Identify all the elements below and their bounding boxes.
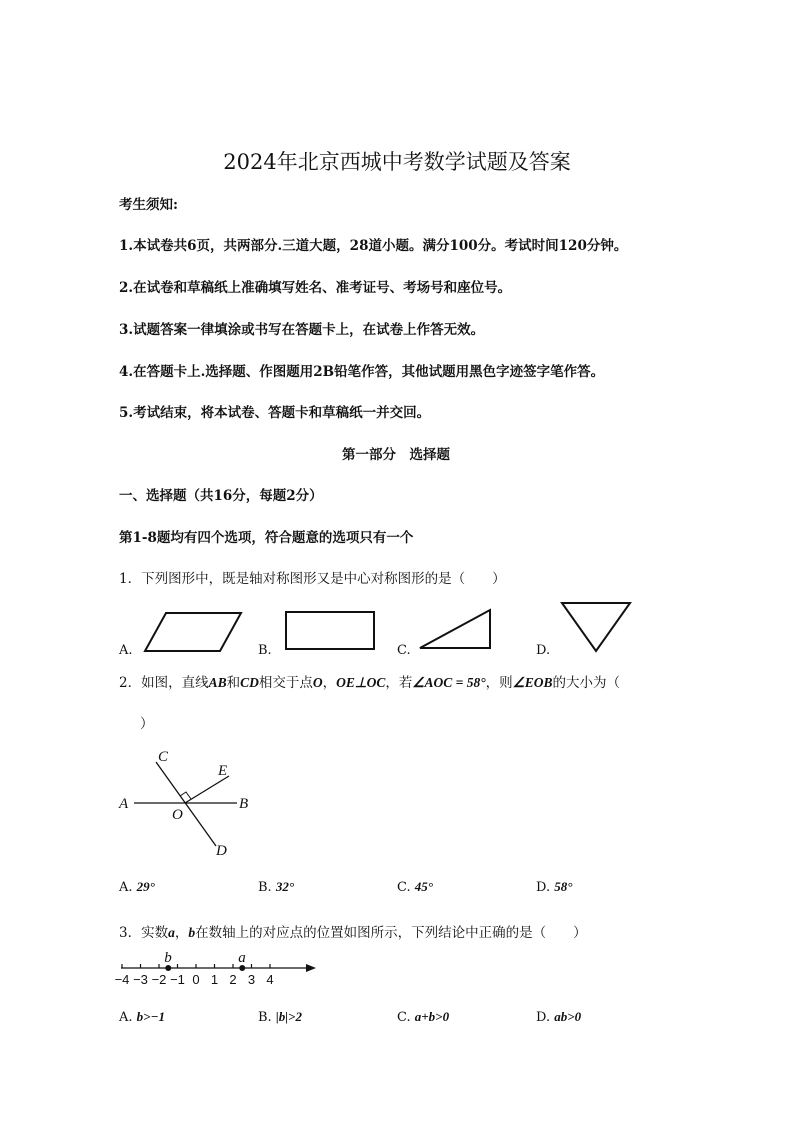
number-line-tick-label: 0 — [192, 972, 200, 987]
q2-close-paren: ） — [140, 716, 154, 732]
number-line-tick-label: 2 — [229, 972, 237, 987]
q2-text: 和 — [226, 675, 241, 691]
line-ab-label: AB — [208, 675, 227, 690]
option-value: 29° — [136, 879, 155, 894]
option-value: 32° — [275, 879, 295, 894]
point-a-label: a — [238, 950, 246, 966]
point-o-label: O — [312, 675, 323, 690]
var-b: b — [188, 925, 196, 940]
notice-item: 5.考试结束，将本试卷、答题卡和草稿纸一并交回。 — [119, 405, 431, 421]
option-value: a+b>0 — [414, 1009, 450, 1024]
point-b-label: b — [164, 950, 172, 966]
option-letter: A. — [119, 880, 133, 895]
notice-item: 1.本试卷共6页，共两部分.三道大题，28道小题。满分100分。考试时间120分钟。 — [119, 238, 628, 254]
option-value: 45° — [414, 879, 433, 894]
number-line-arrow — [306, 964, 316, 972]
q2-text: 2．如图，直线 — [119, 675, 209, 691]
q2-text: ，若 — [385, 675, 413, 691]
section-heading: 一、选择题（共16分，每题2分） — [119, 488, 323, 504]
notice-item: 2.在试卷和草稿纸上准确填写姓名、准考证号、考场号和座位号。 — [119, 280, 512, 296]
option-letter: D. — [536, 1010, 551, 1025]
q1-option-c-label: C. — [397, 643, 411, 658]
perp-condition: OE⊥OC — [336, 675, 386, 690]
option-value: |b|>2 — [275, 1009, 302, 1024]
label-a: A — [119, 796, 129, 812]
var-a: a — [168, 925, 175, 940]
q2-text: ，则 — [485, 675, 513, 691]
page-title: 2024年北京西城中考数学试题及答案 — [223, 150, 571, 174]
q1-option-d-label: D. — [536, 643, 551, 658]
option-value: 58° — [554, 879, 573, 894]
notice-heading: 考生须知: — [119, 197, 178, 213]
line-cd-label: CD — [240, 675, 259, 690]
notice-item: 3.试题答案一律填涂或书写在答题卡上，在试卷上作答无效。 — [119, 322, 485, 338]
number-line-tick-label: 1 — [210, 972, 219, 987]
notice-item: 4.在答题卡上.选择题、作图题用2B铅笔作答，其他试题用黑色字迹签字笔作答。 — [119, 364, 605, 380]
q3-text: ， — [174, 925, 189, 941]
number-line-tick-label: −3 — [133, 972, 148, 987]
q3-option-c — [397, 1009, 449, 1025]
angle-aoc: ∠AOC = 58° — [412, 675, 486, 690]
label-b: B — [239, 796, 249, 812]
q1-option-b-label: B. — [258, 643, 272, 658]
q2-text: 相交于点 — [258, 675, 313, 691]
q1-option-a-label: A. — [119, 643, 133, 658]
q2-text: ， — [322, 675, 337, 691]
q3-option-a — [119, 1009, 165, 1025]
number-line-tick-label: −4 — [114, 972, 130, 987]
q3-option-d — [536, 1009, 581, 1025]
option-value: ab>0 — [554, 1009, 582, 1024]
option-letter: D. — [536, 880, 551, 895]
q2-text: 的大小为（ — [552, 675, 620, 691]
option-letter: A. — [119, 1010, 133, 1025]
option-value: b>−1 — [136, 1009, 165, 1024]
number-line-tick-label: −1 — [170, 972, 185, 987]
option-letter: C. — [397, 1010, 411, 1025]
q3-text: 3．实数 — [119, 925, 169, 941]
question-1-stem: 1．下列图形中，既是轴对称图形又是中心对称图形的是（ ） — [119, 571, 506, 587]
label-d: D — [216, 843, 227, 859]
option-letter: B. — [258, 880, 272, 895]
number-line-tick-label: 4 — [266, 972, 274, 987]
option-letter: C. — [397, 880, 411, 895]
label-e: E — [218, 763, 228, 779]
label-o: O — [172, 807, 183, 823]
number-line-tick-label: −2 — [151, 972, 167, 987]
part-heading: 第一部分 选择题 — [342, 447, 450, 463]
label-c: C — [158, 749, 169, 765]
option-letter: B. — [258, 1010, 272, 1025]
number-line-tick-label: 3 — [247, 972, 256, 987]
angle-eob: ∠EOB — [512, 675, 553, 690]
section-instruction: 第1-8题均有四个选项，符合题意的选项只有一个 — [119, 530, 414, 546]
q3-option-b — [258, 1009, 302, 1025]
q3-text: 在数轴上的对应点的位置如图所示，下列结论中正确的是（ ） — [195, 925, 587, 941]
